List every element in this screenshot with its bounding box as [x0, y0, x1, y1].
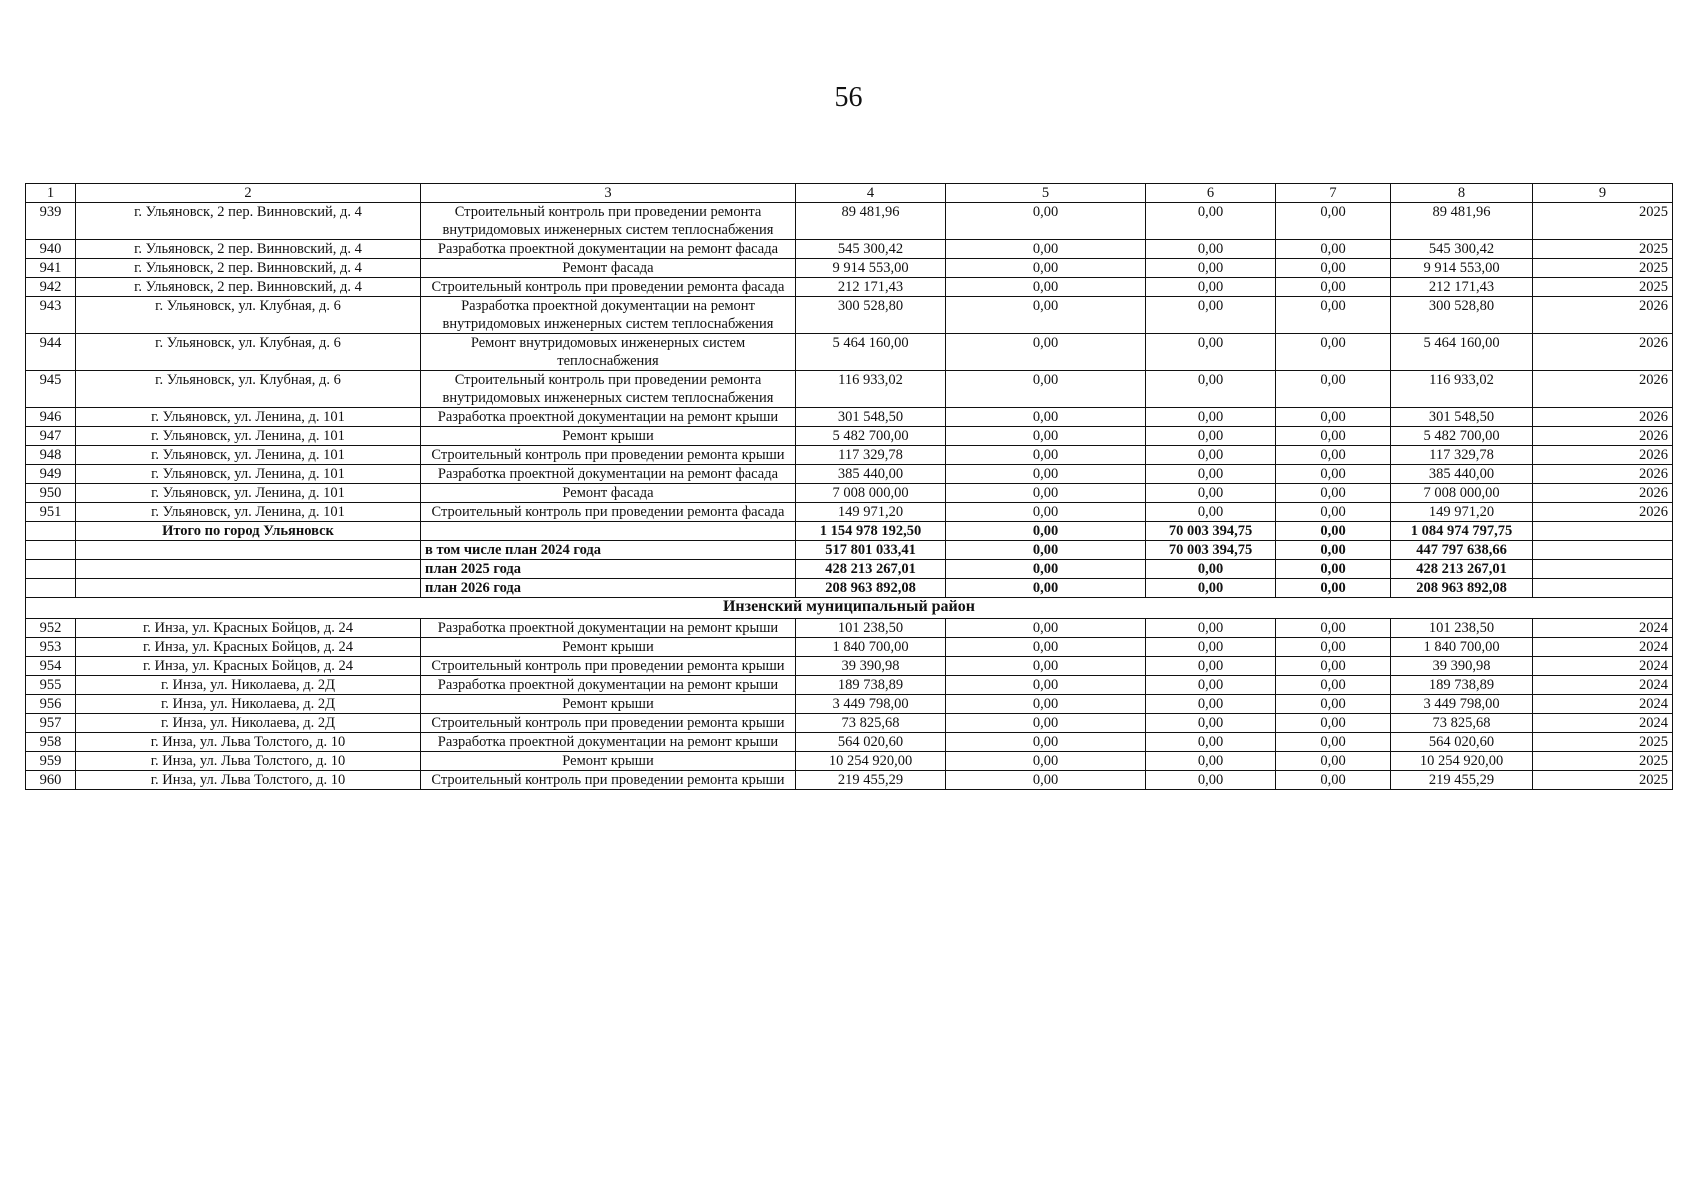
- row-number-cell: 950: [26, 484, 76, 503]
- address-cell: г. Инза, ул. Николаева, д. 2Д: [76, 695, 421, 714]
- fund-cell: 0,00: [946, 278, 1146, 297]
- owners-funds-cell: 212 171,43: [1391, 278, 1533, 297]
- owners-funds-cell: 300 528,80: [1391, 297, 1533, 334]
- budget-cell: 0,00: [1146, 695, 1276, 714]
- total-cost-cell: 1 840 700,00: [796, 638, 946, 657]
- local-budget-cell: 0,00: [1276, 771, 1391, 790]
- budget-cell: 0,00: [1146, 503, 1276, 522]
- repair-schedule-table: [25, 183, 1673, 790]
- owners-funds-cell: 385 440,00: [1391, 465, 1533, 484]
- owners-funds-cell: 89 481,96: [1391, 203, 1533, 240]
- table-row: [26, 503, 1673, 522]
- local-budget-cell: 0,00: [1276, 579, 1391, 598]
- budget-cell: 70 003 394,75: [1146, 541, 1276, 560]
- plan-label-cell: план 2026 года: [421, 579, 796, 598]
- fund-cell: 0,00: [946, 733, 1146, 752]
- column-header: 5: [946, 184, 1146, 203]
- work-type-cell: Строительный контроль при проведении ремонта фасада: [421, 278, 796, 297]
- fund-cell: 0,00: [946, 446, 1146, 465]
- total-cost-cell: 564 020,60: [796, 733, 946, 752]
- row-number-cell: 944: [26, 334, 76, 371]
- empty-cell: [26, 522, 76, 541]
- plan-label-cell: в том числе план 2024 года: [421, 541, 796, 560]
- total-cost-cell: 219 455,29: [796, 771, 946, 790]
- empty-cell: [1533, 560, 1673, 579]
- address-cell: г. Инза, ул. Льва Толстого, д. 10: [76, 771, 421, 790]
- row-number-cell: 954: [26, 657, 76, 676]
- year-cell: 2025: [1533, 278, 1673, 297]
- column-number-header-row: [26, 184, 1673, 203]
- budget-cell: 0,00: [1146, 297, 1276, 334]
- work-type-cell: Ремонт крыши: [421, 695, 796, 714]
- fund-cell: 0,00: [946, 427, 1146, 446]
- local-budget-cell: 0,00: [1276, 334, 1391, 371]
- owners-funds-cell: 5 482 700,00: [1391, 427, 1533, 446]
- total-cost-cell: 89 481,96: [796, 203, 946, 240]
- row-number-cell: 942: [26, 278, 76, 297]
- work-type-cell: Ремонт крыши: [421, 427, 796, 446]
- work-type-cell: Строительный контроль при проведении ремонта крыши: [421, 657, 796, 676]
- owners-funds-cell: 208 963 892,08: [1391, 579, 1533, 598]
- total-cost-cell: 1 154 978 192,50: [796, 522, 946, 541]
- column-header: 9: [1533, 184, 1673, 203]
- total-cost-cell: 385 440,00: [796, 465, 946, 484]
- budget-cell: 0,00: [1146, 619, 1276, 638]
- row-number-cell: 952: [26, 619, 76, 638]
- year-cell: 2024: [1533, 676, 1673, 695]
- owners-funds-cell: 189 738,89: [1391, 676, 1533, 695]
- total-cost-cell: 39 390,98: [796, 657, 946, 676]
- budget-cell: 0,00: [1146, 657, 1276, 676]
- address-cell: г. Ульяновск, ул. Клубная, д. 6: [76, 297, 421, 334]
- work-type-cell: Строительный контроль при проведении ремонта крыши: [421, 771, 796, 790]
- row-number-cell: 957: [26, 714, 76, 733]
- fund-cell: 0,00: [946, 484, 1146, 503]
- fund-cell: 0,00: [946, 297, 1146, 334]
- table-row: [26, 638, 1673, 657]
- empty-cell: [1533, 541, 1673, 560]
- empty-cell: [1533, 579, 1673, 598]
- budget-cell: 0,00: [1146, 465, 1276, 484]
- row-number-cell: 946: [26, 408, 76, 427]
- work-type-cell: Ремонт крыши: [421, 638, 796, 657]
- budget-cell: 0,00: [1146, 446, 1276, 465]
- local-budget-cell: 0,00: [1276, 371, 1391, 408]
- owners-funds-cell: 117 329,78: [1391, 446, 1533, 465]
- local-budget-cell: 0,00: [1276, 484, 1391, 503]
- table-row: [26, 771, 1673, 790]
- table-row: [26, 203, 1673, 240]
- year-cell: 2025: [1533, 203, 1673, 240]
- fund-cell: 0,00: [946, 259, 1146, 278]
- row-number-cell: 941: [26, 259, 76, 278]
- year-cell: 2026: [1533, 408, 1673, 427]
- fund-cell: 0,00: [946, 503, 1146, 522]
- owners-funds-cell: 3 449 798,00: [1391, 695, 1533, 714]
- address-cell: г. Ульяновск, ул. Ленина, д. 101: [76, 484, 421, 503]
- address-cell: г. Ульяновск, ул. Ленина, д. 101: [76, 427, 421, 446]
- owners-funds-cell: 301 548,50: [1391, 408, 1533, 427]
- budget-cell: 0,00: [1146, 733, 1276, 752]
- local-budget-cell: 0,00: [1276, 657, 1391, 676]
- owners-funds-cell: 116 933,02: [1391, 371, 1533, 408]
- budget-cell: 0,00: [1146, 259, 1276, 278]
- total-label-cell: [76, 579, 421, 598]
- total-cost-cell: 9 914 553,00: [796, 259, 946, 278]
- year-cell: 2024: [1533, 619, 1673, 638]
- local-budget-cell: 0,00: [1276, 297, 1391, 334]
- owners-funds-cell: 428 213 267,01: [1391, 560, 1533, 579]
- row-number-cell: 949: [26, 465, 76, 484]
- address-cell: г. Инза, ул. Красных Бойцов, д. 24: [76, 619, 421, 638]
- local-budget-cell: 0,00: [1276, 446, 1391, 465]
- owners-funds-cell: 564 020,60: [1391, 733, 1533, 752]
- fund-cell: 0,00: [946, 638, 1146, 657]
- column-header: 4: [796, 184, 946, 203]
- year-cell: 2024: [1533, 695, 1673, 714]
- owners-funds-cell: 1 084 974 797,75: [1391, 522, 1533, 541]
- owners-funds-cell: 7 008 000,00: [1391, 484, 1533, 503]
- total-cost-cell: 189 738,89: [796, 676, 946, 695]
- plan-year-row: [26, 560, 1673, 579]
- row-number-cell: 947: [26, 427, 76, 446]
- local-budget-cell: 0,00: [1276, 503, 1391, 522]
- budget-cell: 0,00: [1146, 752, 1276, 771]
- table-row: [26, 676, 1673, 695]
- budget-cell: 0,00: [1146, 203, 1276, 240]
- owners-funds-cell: 10 254 920,00: [1391, 752, 1533, 771]
- year-cell: 2025: [1533, 771, 1673, 790]
- address-cell: г. Ульяновск, ул. Ленина, д. 101: [76, 503, 421, 522]
- table-row: [26, 297, 1673, 334]
- address-cell: г. Ульяновск, ул. Ленина, д. 101: [76, 465, 421, 484]
- empty-cell: [26, 541, 76, 560]
- budget-cell: 0,00: [1146, 334, 1276, 371]
- year-cell: 2024: [1533, 657, 1673, 676]
- plan-year-row: [26, 579, 1673, 598]
- fund-cell: 0,00: [946, 695, 1146, 714]
- row-number-cell: 953: [26, 638, 76, 657]
- total-cost-cell: 5 464 160,00: [796, 334, 946, 371]
- total-cost-cell: 3 449 798,00: [796, 695, 946, 714]
- year-cell: 2025: [1533, 259, 1673, 278]
- row-number-cell: 959: [26, 752, 76, 771]
- page-number: 56: [834, 82, 863, 113]
- total-row: [26, 522, 1673, 541]
- table-row: [26, 465, 1673, 484]
- column-header: 7: [1276, 184, 1391, 203]
- budget-cell: 0,00: [1146, 484, 1276, 503]
- local-budget-cell: 0,00: [1276, 259, 1391, 278]
- row-number-cell: 955: [26, 676, 76, 695]
- year-cell: 2026: [1533, 427, 1673, 446]
- budget-cell: 0,00: [1146, 278, 1276, 297]
- address-cell: г. Ульяновск, ул. Ленина, д. 101: [76, 408, 421, 427]
- local-budget-cell: 0,00: [1276, 203, 1391, 240]
- column-header: 8: [1391, 184, 1533, 203]
- total-cost-cell: 116 933,02: [796, 371, 946, 408]
- work-type-cell: Разработка проектной документации на ремонт крыши: [421, 676, 796, 695]
- total-label-cell: [76, 541, 421, 560]
- table-row: [26, 446, 1673, 465]
- owners-funds-cell: 9 914 553,00: [1391, 259, 1533, 278]
- fund-cell: 0,00: [946, 408, 1146, 427]
- address-cell: г. Инза, ул. Николаева, д. 2Д: [76, 676, 421, 695]
- fund-cell: 0,00: [946, 334, 1146, 371]
- budget-cell: 70 003 394,75: [1146, 522, 1276, 541]
- total-cost-cell: 101 238,50: [796, 619, 946, 638]
- table-row: [26, 714, 1673, 733]
- fund-cell: 0,00: [946, 203, 1146, 240]
- table-row: [26, 484, 1673, 503]
- local-budget-cell: 0,00: [1276, 408, 1391, 427]
- budget-cell: 0,00: [1146, 676, 1276, 695]
- table-row: [26, 278, 1673, 297]
- work-type-cell: Разработка проектной документации на ремонт крыши: [421, 408, 796, 427]
- plan-year-row: [26, 541, 1673, 560]
- work-type-cell: Разработка проектной документации на ремонт фасада: [421, 465, 796, 484]
- work-type-cell: Строительный контроль при проведении ремонта крыши: [421, 714, 796, 733]
- total-cost-cell: 7 008 000,00: [796, 484, 946, 503]
- year-cell: 2024: [1533, 714, 1673, 733]
- row-number-cell: 958: [26, 733, 76, 752]
- table-row: [26, 427, 1673, 446]
- local-budget-cell: 0,00: [1276, 240, 1391, 259]
- work-type-cell: Ремонт фасада: [421, 484, 796, 503]
- address-cell: г. Ульяновск, ул. Ленина, д. 101: [76, 446, 421, 465]
- total-cost-cell: 208 963 892,08: [796, 579, 946, 598]
- total-cost-cell: 73 825,68: [796, 714, 946, 733]
- budget-cell: 0,00: [1146, 408, 1276, 427]
- fund-cell: 0,00: [946, 657, 1146, 676]
- fund-cell: 0,00: [946, 465, 1146, 484]
- work-type-cell: Разработка проектной документации на ремонт крыши: [421, 733, 796, 752]
- column-header: 3: [421, 184, 796, 203]
- year-cell: 2026: [1533, 371, 1673, 408]
- local-budget-cell: 0,00: [1276, 541, 1391, 560]
- total-label-cell: Итого по город Ульяновск: [76, 522, 421, 541]
- total-cost-cell: 117 329,78: [796, 446, 946, 465]
- address-cell: г. Ульяновск, ул. Клубная, д. 6: [76, 334, 421, 371]
- local-budget-cell: 0,00: [1276, 676, 1391, 695]
- local-budget-cell: 0,00: [1276, 427, 1391, 446]
- total-cost-cell: 301 548,50: [796, 408, 946, 427]
- total-cost-cell: 517 801 033,41: [796, 541, 946, 560]
- work-type-cell: Ремонт крыши: [421, 752, 796, 771]
- row-number-cell: 945: [26, 371, 76, 408]
- plan-label-cell: [421, 522, 796, 541]
- address-cell: г. Ульяновск, 2 пер. Винновский, д. 4: [76, 278, 421, 297]
- table-row: [26, 240, 1673, 259]
- owners-funds-cell: 101 238,50: [1391, 619, 1533, 638]
- fund-cell: 0,00: [946, 541, 1146, 560]
- work-type-cell: Ремонт фасада: [421, 259, 796, 278]
- owners-funds-cell: 5 464 160,00: [1391, 334, 1533, 371]
- year-cell: 2025: [1533, 733, 1673, 752]
- total-cost-cell: 300 528,80: [796, 297, 946, 334]
- table-row: [26, 733, 1673, 752]
- budget-cell: 0,00: [1146, 560, 1276, 579]
- work-type-cell: Разработка проектной документации на ремонт фасада: [421, 240, 796, 259]
- owners-funds-cell: 149 971,20: [1391, 503, 1533, 522]
- local-budget-cell: 0,00: [1276, 638, 1391, 657]
- row-number-cell: 948: [26, 446, 76, 465]
- column-header: 2: [76, 184, 421, 203]
- fund-cell: 0,00: [946, 619, 1146, 638]
- column-header: 1: [26, 184, 76, 203]
- budget-cell: 0,00: [1146, 371, 1276, 408]
- total-label-cell: [76, 560, 421, 579]
- total-cost-cell: 212 171,43: [796, 278, 946, 297]
- fund-cell: 0,00: [946, 522, 1146, 541]
- owners-funds-cell: 447 797 638,66: [1391, 541, 1533, 560]
- fund-cell: 0,00: [946, 771, 1146, 790]
- fund-cell: 0,00: [946, 371, 1146, 408]
- owners-funds-cell: 39 390,98: [1391, 657, 1533, 676]
- address-cell: г. Ульяновск, ул. Клубная, д. 6: [76, 371, 421, 408]
- row-number-cell: 940: [26, 240, 76, 259]
- year-cell: 2025: [1533, 752, 1673, 771]
- table-row: [26, 408, 1673, 427]
- table-row: [26, 619, 1673, 638]
- address-cell: г. Инза, ул. Красных Бойцов, д. 24: [76, 638, 421, 657]
- local-budget-cell: 0,00: [1276, 465, 1391, 484]
- local-budget-cell: 0,00: [1276, 619, 1391, 638]
- year-cell: 2025: [1533, 240, 1673, 259]
- budget-cell: 0,00: [1146, 240, 1276, 259]
- owners-funds-cell: 73 825,68: [1391, 714, 1533, 733]
- address-cell: г. Ульяновск, 2 пер. Винновский, д. 4: [76, 259, 421, 278]
- local-budget-cell: 0,00: [1276, 278, 1391, 297]
- owners-funds-cell: 219 455,29: [1391, 771, 1533, 790]
- work-type-cell: Строительный контроль при проведении ремонта внутридомовых инженерных систем теплоснабжения: [421, 203, 796, 240]
- work-type-cell: Строительный контроль при проведении ремонта фасада: [421, 503, 796, 522]
- local-budget-cell: 0,00: [1276, 560, 1391, 579]
- fund-cell: 0,00: [946, 676, 1146, 695]
- total-cost-cell: 10 254 920,00: [796, 752, 946, 771]
- budget-cell: 0,00: [1146, 638, 1276, 657]
- local-budget-cell: 0,00: [1276, 714, 1391, 733]
- empty-cell: [26, 579, 76, 598]
- budget-cell: 0,00: [1146, 714, 1276, 733]
- budget-cell: 0,00: [1146, 427, 1276, 446]
- local-budget-cell: 0,00: [1276, 695, 1391, 714]
- fund-cell: 0,00: [946, 579, 1146, 598]
- row-number-cell: 943: [26, 297, 76, 334]
- table-row: [26, 695, 1673, 714]
- address-cell: г. Ульяновск, 2 пер. Винновский, д. 4: [76, 203, 421, 240]
- table-row: [26, 752, 1673, 771]
- table-row: [26, 371, 1673, 408]
- work-type-cell: Ремонт внутридомовых инженерных систем теплоснабжения: [421, 334, 796, 371]
- year-cell: 2026: [1533, 503, 1673, 522]
- empty-cell: [1533, 522, 1673, 541]
- year-cell: 2026: [1533, 334, 1673, 371]
- address-cell: г. Ульяновск, 2 пер. Винновский, д. 4: [76, 240, 421, 259]
- year-cell: 2026: [1533, 297, 1673, 334]
- plan-label-cell: план 2025 года: [421, 560, 796, 579]
- year-cell: 2024: [1533, 638, 1673, 657]
- local-budget-cell: 0,00: [1276, 733, 1391, 752]
- work-type-cell: Разработка проектной документации на ремонт внутридомовых инженерных систем теплоснабжения: [421, 297, 796, 334]
- total-cost-cell: 428 213 267,01: [796, 560, 946, 579]
- address-cell: г. Инза, ул. Николаева, д. 2Д: [76, 714, 421, 733]
- row-number-cell: 939: [26, 203, 76, 240]
- local-budget-cell: 0,00: [1276, 522, 1391, 541]
- row-number-cell: 960: [26, 771, 76, 790]
- work-type-cell: Разработка проектной документации на ремонт крыши: [421, 619, 796, 638]
- fund-cell: 0,00: [946, 714, 1146, 733]
- district-section-row: [26, 598, 1673, 619]
- column-header: 6: [1146, 184, 1276, 203]
- total-cost-cell: 149 971,20: [796, 503, 946, 522]
- address-cell: г. Инза, ул. Льва Толстого, д. 10: [76, 752, 421, 771]
- owners-funds-cell: 1 840 700,00: [1391, 638, 1533, 657]
- fund-cell: 0,00: [946, 752, 1146, 771]
- work-type-cell: Строительный контроль при проведении ремонта внутридомовых инженерных систем теплоснабжения: [421, 371, 796, 408]
- address-cell: г. Инза, ул. Льва Толстого, д. 10: [76, 733, 421, 752]
- year-cell: 2026: [1533, 484, 1673, 503]
- table-row: [26, 259, 1673, 278]
- budget-cell: 0,00: [1146, 771, 1276, 790]
- total-cost-cell: 5 482 700,00: [796, 427, 946, 446]
- row-number-cell: 956: [26, 695, 76, 714]
- table-row: [26, 334, 1673, 371]
- empty-cell: [26, 560, 76, 579]
- total-cost-cell: 545 300,42: [796, 240, 946, 259]
- address-cell: г. Инза, ул. Красных Бойцов, д. 24: [76, 657, 421, 676]
- owners-funds-cell: 545 300,42: [1391, 240, 1533, 259]
- table-row: [26, 657, 1673, 676]
- year-cell: 2026: [1533, 465, 1673, 484]
- district-section-title: Инзенский муниципальный район: [26, 598, 1673, 619]
- budget-cell: 0,00: [1146, 579, 1276, 598]
- fund-cell: 0,00: [946, 240, 1146, 259]
- year-cell: 2026: [1533, 446, 1673, 465]
- row-number-cell: 951: [26, 503, 76, 522]
- local-budget-cell: 0,00: [1276, 752, 1391, 771]
- fund-cell: 0,00: [946, 560, 1146, 579]
- work-type-cell: Строительный контроль при проведении ремонта крыши: [421, 446, 796, 465]
